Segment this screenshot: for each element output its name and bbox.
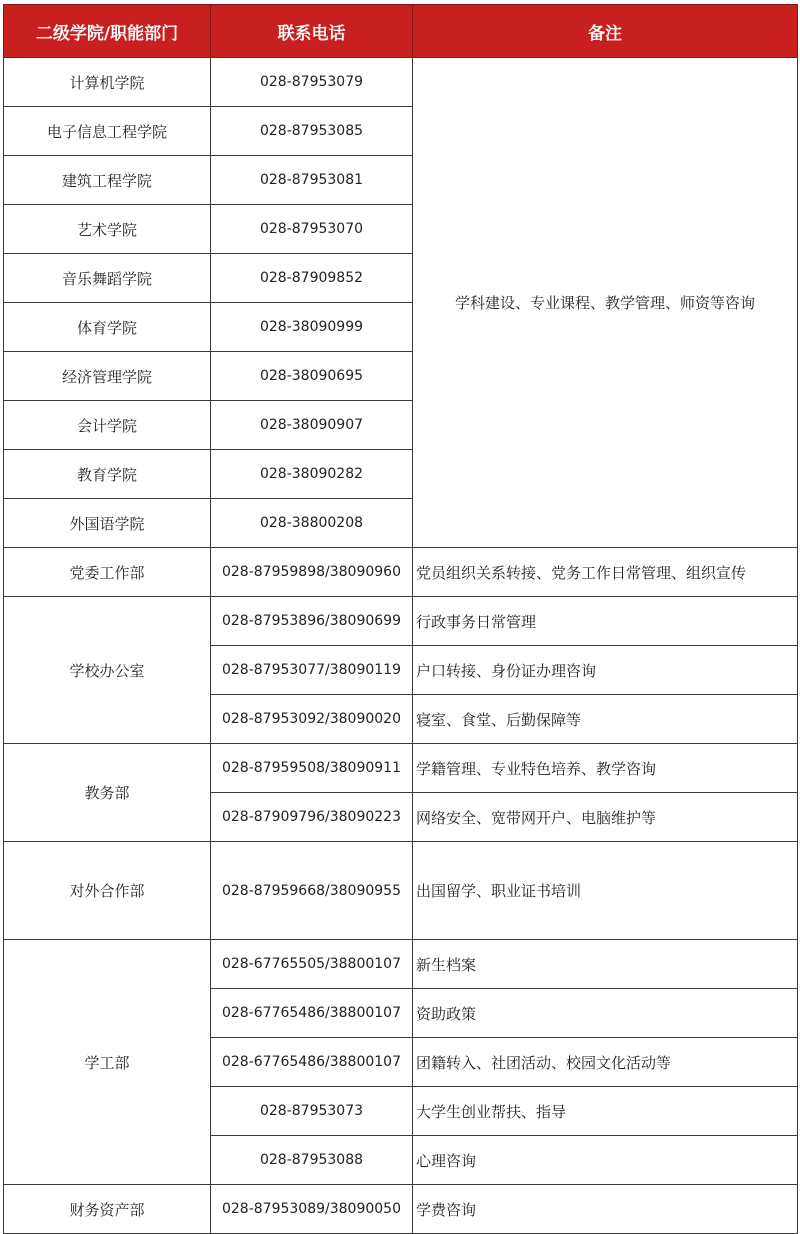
header-department: 二级学院/职能部门 [4,5,211,58]
phone-number: 028-87953092/38090020 [211,695,413,744]
phone-number: 028-87959668/38090955 [211,842,413,940]
phone-number: 028-67765486/38800107 [211,1038,413,1087]
table-row [4,842,798,940]
table-row [4,58,798,107]
header-phone: 联系电话 [211,5,413,58]
college-name: 教育学院 [4,450,211,499]
note-text: 寝室、食堂、后勤保障等 [413,695,798,744]
phone-number: 028-87953077/38090119 [211,646,413,695]
phone-number: 028-87909796/38090223 [211,793,413,842]
phone-number: 028-87953079 [211,58,413,107]
department-name: 学工部 [4,940,211,1185]
phone-number: 028-87959898/38090960 [211,548,413,597]
note-text: 出国留学、职业证书培训 [413,842,798,940]
college-name: 艺术学院 [4,205,211,254]
note-text: 学籍管理、专业特色培养、教学咨询 [413,744,798,793]
department-name: 学校办公室 [4,597,211,744]
phone-number: 028-87909852 [211,254,413,303]
phone-number: 028-38090999 [211,303,413,352]
phone-number: 028-87953896/38090699 [211,597,413,646]
table-row [4,548,798,597]
college-note: 学科建设、专业课程、教学管理、师资等咨询 [413,58,798,548]
phone-number: 028-87959508/38090911 [211,744,413,793]
note-text: 心理咨询 [413,1136,798,1185]
phone-number: 028-87953089/38090050 [211,1185,413,1234]
table-row [4,1185,798,1234]
department-name: 党委工作部 [4,548,211,597]
note-text: 网络安全、宽带网开户、电脑维护等 [413,793,798,842]
college-name: 电子信息工程学院 [4,107,211,156]
phone-number: 028-38800208 [211,499,413,548]
header-row [4,5,798,58]
college-name: 计算机学院 [4,58,211,107]
department-name: 对外合作部 [4,842,211,940]
college-name: 会计学院 [4,401,211,450]
department-name: 教务部 [4,744,211,842]
note-text: 团籍转入、社团活动、校园文化活动等 [413,1038,798,1087]
phone-number: 028-87953081 [211,156,413,205]
college-name: 经济管理学院 [4,352,211,401]
contact-table [3,4,798,1234]
college-name: 音乐舞蹈学院 [4,254,211,303]
phone-number: 028-38090907 [211,401,413,450]
table-row [4,744,798,793]
phone-number: 028-87953085 [211,107,413,156]
table-row [4,597,798,646]
note-text: 大学生创业帮扶、指导 [413,1087,798,1136]
phone-number: 028-87953088 [211,1136,413,1185]
phone-number: 028-87953070 [211,205,413,254]
note-text: 资助政策 [413,989,798,1038]
table-row [4,940,798,989]
note-text: 学费咨询 [413,1185,798,1234]
phone-number: 028-67765505/38800107 [211,940,413,989]
phone-number: 028-67765486/38800107 [211,989,413,1038]
header-note: 备注 [413,5,798,58]
department-name: 财务资产部 [4,1185,211,1234]
phone-number: 028-38090695 [211,352,413,401]
college-name: 建筑工程学院 [4,156,211,205]
note-text: 行政事务日常管理 [413,597,798,646]
note-text: 新生档案 [413,940,798,989]
phone-number: 028-38090282 [211,450,413,499]
phone-number: 028-87953073 [211,1087,413,1136]
college-name: 体育学院 [4,303,211,352]
note-text: 户口转接、身份证办理咨询 [413,646,798,695]
note-text: 党员组织关系转接、党务工作日常管理、组织宣传 [413,548,798,597]
college-name: 外国语学院 [4,499,211,548]
